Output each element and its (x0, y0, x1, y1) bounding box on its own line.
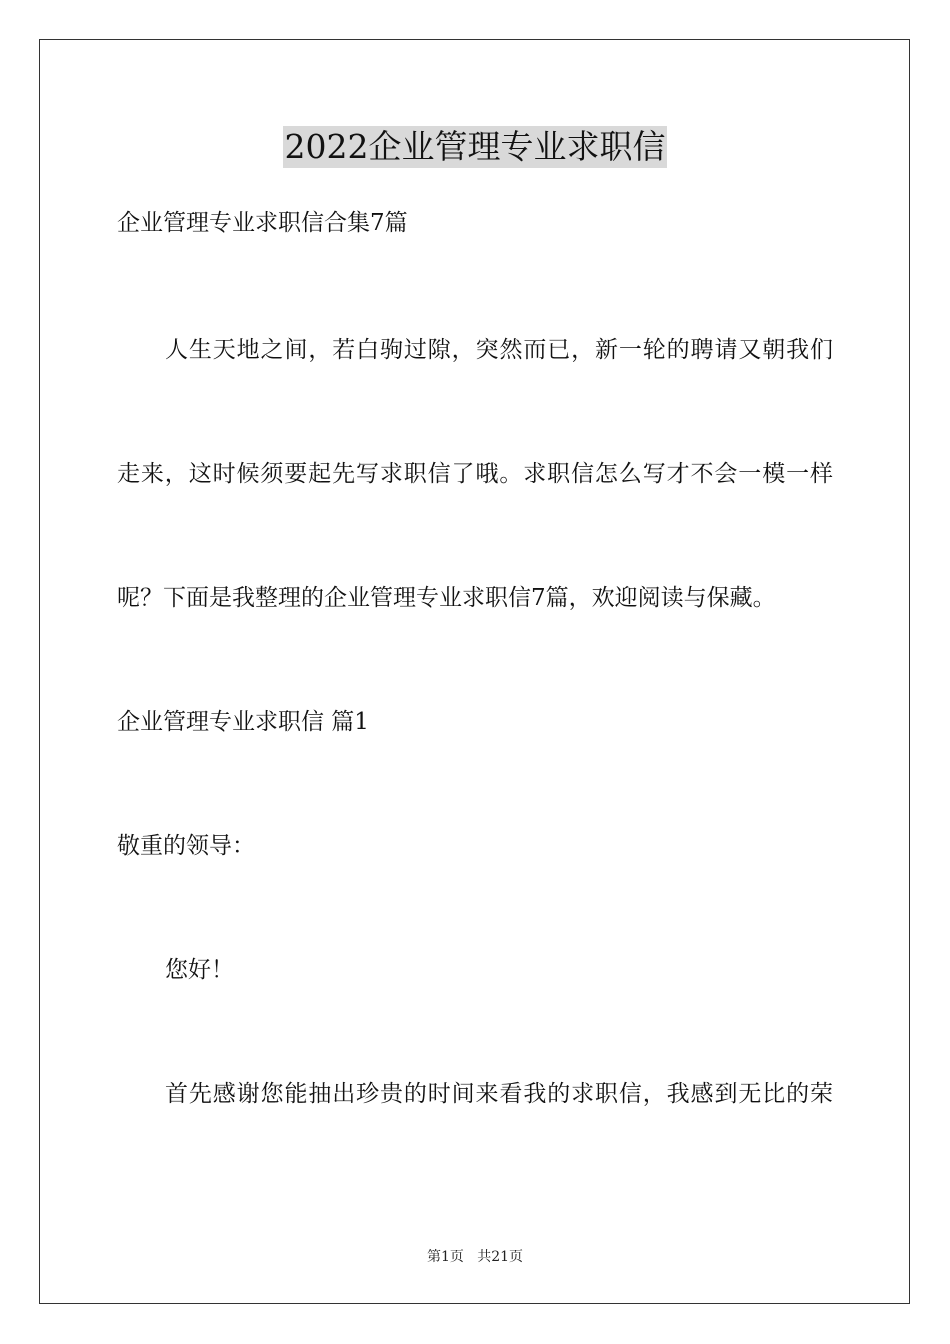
page-footer: 第1页 共21页 (426, 1249, 524, 1265)
title-container (0, 126, 950, 168)
intro-line-3: 呢？下面是我整理的企业管理专业求职信7篇，欢迎阅读与保藏。 (117, 585, 776, 611)
document-subtitle: 企业管理专业求职信合集7篇 (117, 210, 408, 236)
body-line-1: 首先感谢您能抽出珍贵的时间来看我的求职信，我感到无比的荣 (165, 1081, 834, 1107)
section-heading: 企业管理专业求职信 篇1 (117, 709, 369, 735)
document-title: 2022企业管理专业求职信 (284, 127, 666, 166)
greeting: 您好！ (165, 957, 234, 983)
salutation: 敬重的领导： (117, 833, 255, 859)
intro-line-2: 走来，这时候须要起先写求职信了哦。求职信怎么写才不会一模一样 (117, 461, 834, 487)
intro-line-1: 人生天地之间，若白驹过隙，突然而已，新一轮的聘请又朝我们 (165, 337, 834, 363)
